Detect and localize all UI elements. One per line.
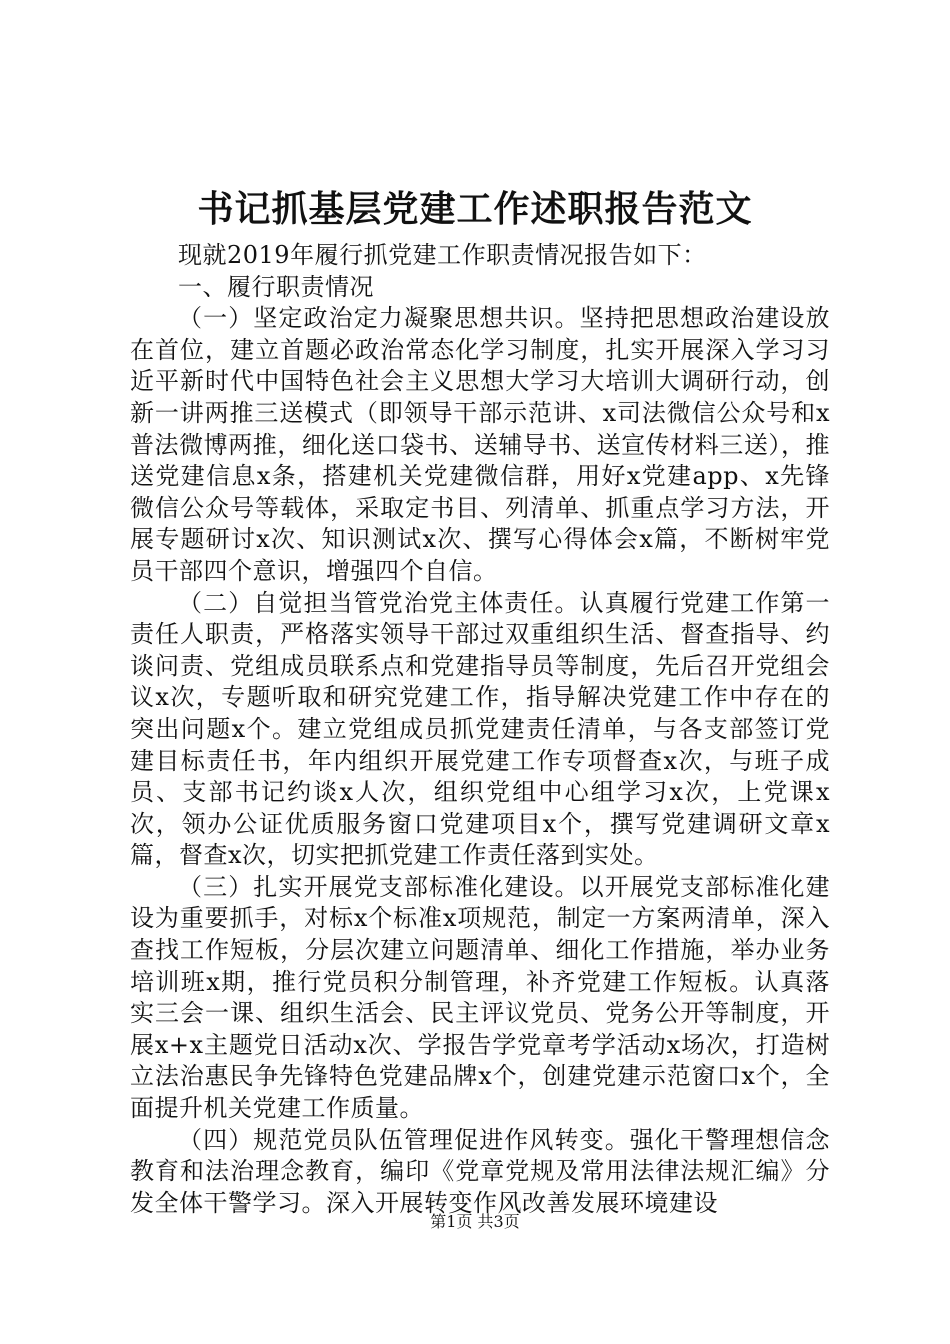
page-footer: 第1页 共3页 — [430, 1212, 520, 1231]
paragraph-section-heading: 一、履行职责情况 — [178, 272, 374, 301]
paragraph-4: （四）规范党员队伍管理促进作风转变。强化干警理想信念教育和法治理念教育，编印《党章党规及常用法律法规汇编》分发全体干警学习。深入开展转变作风改善发展环境建设 — [130, 1125, 830, 1217]
paragraph-2: （二）自觉担当管党治党主体责任。认真履行党建工作第一责任人职责，严格落实领导干部过双重组织生活、督查指导、约谈问责、党组成员联系点和党建指导员等制度，先后召开党组会议x次，专题听取和研究党建工作，指导解决党建工作中存在的突出问题x个。建立党组成员抓党建责任清单，与各支部签订党建目标责任书，年内组织开展党建工作专项督查x次，与班子成员、支部书记约谈x人次，组织党组中心组学习x次，上党课x次，领办公证优质服务窗口党建项目x个，撰写党建调研文章x篇，督查x次，切实把抓党建工作责任落到实处。 — [130, 588, 830, 870]
paragraph-3: （三）扎实开展党支部标准化建设。以开展党支部标准化建设为重要抓手，对标x个标准x项规范，制定一方案两清单，深入查找工作短板，分层次建立问题清单、细化工作措施，举办业务培训班x期，推行党员积分制管理，补齐党建工作短板。认真落实三会一课、组织生活会、民主评议党员、党务公开等制度，开展x+x主题党日活动x次、学报告学党章考学活动x场次，打造树立法治惠民争先锋特色党建品牌x个，创建党建示范窗口x个，全面提升机关党建工作质量。 — [130, 872, 830, 1123]
paragraph-1: （一）坚定政治定力凝聚思想共识。坚持把思想政治建设放在首位，建立首题必政治常态化学习制度，扎实开展深入学习习近平新时代中国特色社会主义思想大学习大培训大调研行动，创新一讲两推三送模式（即领导干部示范讲、x司法微信公众号和x普法微博两推，细化送口袋书、送辅导书、送宣传材料三送），推送党建信息x条，搭建机关党建微信群，用好x党建app、x先锋微信公众号等载体，采取定书目、列清单、抓重点学习方法，开展专题研讨x次、知识测试x次、撰写心得体会x篇，不断树牢党员干部四个意识，增强四个自信。 — [130, 304, 830, 585]
paragraph-intro: 现就2019年履行抓党建工作职责情况报告如下： — [178, 241, 707, 269]
document-title: 书记抓基层党建工作述职报告范文 — [197, 188, 753, 230]
document-body — [130, 240, 830, 1219]
